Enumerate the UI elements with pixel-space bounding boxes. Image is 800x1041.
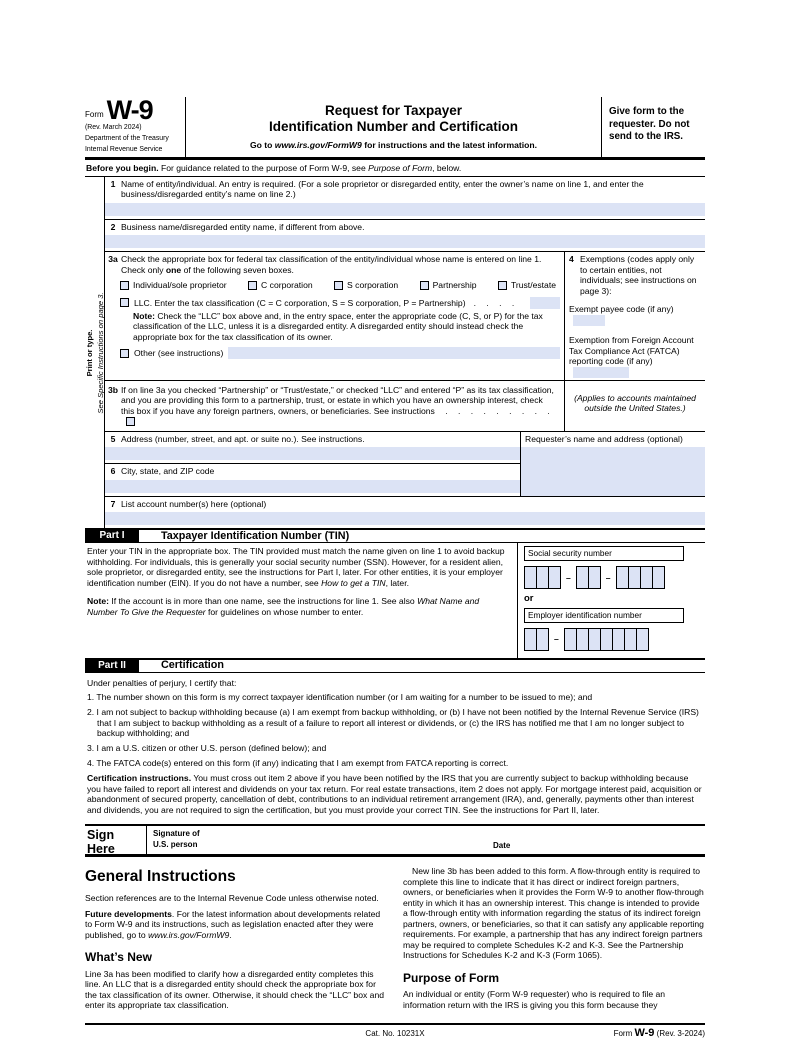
certification-instructions: Certification instructions. You must cross out item 2 above if you have been notified by the IRS that you are currently subject to backup withholding because you have failed to report all interest and dividends on your tax return. For real estate transactions, item 2 does not apply. For mortgage interest paid, acquisition or abandonment of secured property, cancellation of debt, contributions to an individual retirement arrangement (IRA), and, generally, payments other than interest and dividends, you are not required to sign the certification, but you must provide your correct TIN. See the instructions for Part II, later. <box>87 773 702 815</box>
applies-note: (Applies to accounts maintained outside the United States.) <box>574 392 696 414</box>
other-label: Other (see instructions) <box>134 348 224 359</box>
ssn-dash: – <box>566 572 571 583</box>
part1-title: Taxpayer Identification Number (TIN) <box>161 529 350 542</box>
form-department: Department of the Treasury <box>85 134 169 142</box>
line-7-label: List account number(s) here (optional) <box>121 498 267 509</box>
checkbox-s-corporation[interactable] <box>334 281 343 290</box>
name-input[interactable] <box>105 203 705 216</box>
line-5-label: Address (number, street, and apt. or suite no.). See instructions. <box>121 433 365 444</box>
line-3a-cell <box>105 252 565 379</box>
option-llc <box>105 294 564 310</box>
checkbox-trust-estate[interactable] <box>498 281 507 290</box>
address-section <box>105 432 705 497</box>
option-s-corporation <box>334 280 398 290</box>
line-4-number: 4 <box>569 254 574 265</box>
certification-item-3: 3. I am a U.S. citizen or other U.S. person (defined below); and <box>87 743 327 754</box>
line-2-label: Business name/disregarded entity name, if different from above. <box>121 221 365 232</box>
business-name-input[interactable] <box>105 235 705 248</box>
part1-body <box>85 543 705 658</box>
line-3a-number: 3a <box>108 254 118 265</box>
other-input[interactable] <box>228 347 560 359</box>
option-other <box>105 344 564 359</box>
date-field[interactable] <box>493 826 705 854</box>
date-label: Date <box>493 841 511 851</box>
form-header <box>85 97 705 160</box>
ssn-cell[interactable] <box>548 566 561 589</box>
part2-title: Certification <box>161 659 224 672</box>
ssn-boxes <box>524 566 701 589</box>
exempt-payee-code-input[interactable] <box>573 315 605 326</box>
instructions-right-column <box>403 866 704 1015</box>
option-trust-estate <box>498 280 556 290</box>
part1-instructions <box>85 543 518 658</box>
line-4-cell <box>565 252 705 379</box>
general-instructions-title: General Instructions <box>85 868 236 886</box>
line-5-number: 5 <box>110 433 116 444</box>
exempt-payee-label: Exempt payee code (if any) <box>569 304 674 315</box>
checkbox-label: C corporation <box>261 280 313 291</box>
purpose-of-form-title: Purpose of Form <box>403 970 500 985</box>
dot-leader: . . . . <box>473 297 519 308</box>
form-title-block <box>186 97 601 157</box>
checkbox-c-corporation[interactable] <box>248 281 257 290</box>
form-subtitle: Go to www.irs.gov/FormW9 for instructions and the latest information. <box>249 139 538 150</box>
signature-input[interactable] <box>235 826 493 854</box>
ein-cell[interactable] <box>636 628 649 651</box>
requester-label: Requester’s name and address (optional) <box>525 433 683 444</box>
line-3b-label: If on line 3a you checked “Partnership” or “Trust/estate,” or checked “LLC” and entered “P” as its tax classification, and you are providing this form to a partnership, trust, or estate in which you have an ownership interest, check this box if you have any foreign partners, owners, or beneficiaries. See instructions . . . . . . . . . <box>121 385 558 427</box>
exempt-payee-row <box>569 304 701 326</box>
form-agency: Internal Revenue Service <box>85 145 163 153</box>
ssn-cell[interactable] <box>588 566 601 589</box>
before-you-begin: Before you begin. For guidance related to the purpose of Form W-9, see Purpose of Form, below. <box>85 160 705 177</box>
whats-new-title: What’s New <box>85 950 152 965</box>
part2-badge: Part II <box>85 660 139 672</box>
or-label: or <box>524 593 534 605</box>
llc-label: LLC. Enter the tax classification (C = C corporation, S = S corporation, P = Partnership) <box>134 297 466 308</box>
ssn-dash: – <box>605 572 611 583</box>
checkbox-label: S corporation <box>347 280 399 291</box>
side-margin <box>85 177 105 528</box>
part1-header <box>85 528 705 543</box>
general-instructions-section <box>85 866 705 1015</box>
line-2-number: 2 <box>110 221 116 232</box>
line-6-row <box>105 464 520 492</box>
instructions-left-column <box>85 866 386 1015</box>
tin-note: Note: If the account is in more than one name, see the instructions for line 1. See also What Name and Number To Give the Requester for guidelines on whose number to enter. <box>87 596 480 617</box>
purpose-of-form-paragraph: An individual or entity (Form W-9 requester) who is required to file an information return with the IRS is giving you this form because they <box>403 989 666 1010</box>
w9-form <box>85 97 705 1041</box>
tin-entry-area <box>518 543 705 658</box>
ssn-label: Social security number <box>524 546 684 561</box>
checkbox-individual-sole-proprietor[interactable] <box>120 281 129 290</box>
footer-form-id: Form W-9 (Rev. 3-2024) <box>613 1026 705 1039</box>
checkbox-llc[interactable] <box>120 298 129 307</box>
ein-label: Employer identification number <box>524 608 684 623</box>
irs-url-link[interactable]: www.irs.gov/FormW9 <box>148 929 230 940</box>
part2-header <box>85 658 705 673</box>
certification-item-4: 4. The FATCA code(s) entered on this form (if any) indicating that I am exempt from FATCA reporting is correct. <box>87 758 509 769</box>
fatca-code-input[interactable] <box>573 367 629 378</box>
requester-input[interactable] <box>521 447 705 495</box>
ein-boxes <box>524 628 701 651</box>
page-footer <box>85 1023 705 1041</box>
entity-info-section <box>85 177 705 528</box>
city-state-zip-input[interactable] <box>105 480 520 493</box>
checkbox-partnership[interactable] <box>420 281 429 290</box>
line-3b-cell <box>105 381 565 431</box>
line-2-row <box>105 220 705 252</box>
print-or-type-note: Print or type. See Specific Instructions on page 3. <box>84 292 105 414</box>
future-developments-paragraph: Future developments. For the latest information about developments related to Form W-9 and its instructions, such as legislation enacted after they were published, go to www.irs.gov/FormW9. <box>85 908 381 940</box>
signature-of-label: Signature of U.S. person <box>153 829 200 850</box>
form-revision: (Rev. March 2024) <box>85 123 142 131</box>
ein-cell[interactable] <box>536 628 549 651</box>
tin-instructions: Enter your TIN in the appropriate box. The TIN provided must match the name given on line 1 to avoid backup withholding. For individuals, this is generally your social security number (SSN). However, for a resident alien, sole proprietor, or disregarded entity, see the instructions for Part I, later. For other entities, it is your employer identification number (EIN). If you do not have a number, see How to get a TIN, later. <box>87 546 505 588</box>
form-word: Form <box>85 109 104 119</box>
catalog-number: Cat. No. 10231X <box>365 1028 425 1038</box>
whats-new-paragraph: Line 3a has been modified to clarify how a disregarded entity completes this line. An LLC that is a disregarded entity should check the appropriate box for the tax classification of its owner. Otherwise, it should check the “LLC” box and enter its appropriate tax classification. <box>85 968 385 1011</box>
form-id-block <box>85 97 186 157</box>
checkbox-label: Trust/estate <box>510 280 556 291</box>
certification-intro: Under penalties of perjury, I certify that: <box>87 677 237 688</box>
line-7-row <box>105 497 705 528</box>
section-references-paragraph: Section references are to the Internal Revenue Code unless otherwise noted. <box>85 893 379 904</box>
line-3a-and-4-row <box>105 252 705 380</box>
line-4-label: Exemptions (codes apply only to certain entities, not individuals; see instructions on page 3): <box>580 254 697 296</box>
signature-section <box>85 824 705 857</box>
fatca-row <box>569 335 701 378</box>
option-c-corporation <box>248 280 313 290</box>
line-5-row <box>105 432 520 464</box>
ein-dash: – <box>554 634 559 645</box>
line-6-number: 6 <box>110 466 116 477</box>
form-title-line2: Identification Number and Certification <box>268 118 519 134</box>
line-3a-label: Check the appropriate box for federal tax classification of the entity/individual whose name is entered on line 1. Check only one of the following seven boxes. <box>121 254 542 275</box>
line-7-number: 7 <box>110 498 116 509</box>
line-1-number: 1 <box>110 178 116 189</box>
sign-here-label: Sign Here <box>85 826 147 854</box>
part1-badge: Part I <box>85 530 139 542</box>
new-line-3b-paragraph: New line 3b has been added to this form. A flow-through entity is required to complete this line to indicate that it has direct or indirect foreign partners, owners, or beneficiaries when it provides the Form W-9 to another flow-through entity in which it has an ownership interest. This change is intended to provide a flow-through entity with information regarding the status of its indirect foreign partners, owners, or beneficiaries, so that it can satisfy any applicable reporting requirements. For example, a partnership that has any indirect foreign partners may be required to complete Schedules K-2 and K-3. See the Partnership Instructions for Schedules K-2 and K-3 (Form 1065). <box>403 866 704 961</box>
checkbox-label: Partnership <box>432 280 477 291</box>
ssn-cell[interactable] <box>652 566 665 589</box>
requester-cell <box>520 432 705 496</box>
part2-body <box>85 673 705 824</box>
dot-leader: . . . . . . . . . <box>445 405 554 416</box>
form-title-line1: Request for Taxpayer <box>324 103 463 118</box>
certification-item-2: 2. I am not subject to backup withholding because (a) I am exempt from backup withholding, or (b) I have not been notified by the Internal Revenue Service (IRS) that I am subject to backup withholding as a result of a failure to report all interest or dividends, or (c) the IRS has notified me that I am no longer subject to backup withholding; and <box>87 707 699 739</box>
line-3b-row <box>105 381 705 432</box>
fatca-label: Exemption from Foreign Account Tax Compliance Act (FATCA) reporting code (if any) <box>569 335 694 367</box>
llc-note: Note: Check the “LLC” box above and, in the entry space, enter the appropriate code (C, S, or P) for the tax classification of the LLC, unless it is a disregarded entity. A disregarded entity should instead check the appropriate box for the tax classification of its owner. <box>133 310 543 342</box>
account-numbers-input[interactable] <box>105 512 705 525</box>
checkbox-other[interactable] <box>120 349 129 358</box>
line-1-row <box>105 177 705 220</box>
line-6-label: City, state, and ZIP code <box>121 466 215 477</box>
line-1-label: Name of entity/individual. An entry is required. (For a sole proprietor or disregarded entity, enter the owner’s name on line 1, and enter the business/disregarded entity’s name on line 2.) <box>121 178 644 200</box>
address-input[interactable] <box>105 447 520 460</box>
option-individual <box>120 280 227 290</box>
certification-item-1: 1. The number shown on this form is my correct taxpayer identification number (or I am waiting for a number to be issued to me); and <box>87 692 593 703</box>
llc-classification-input[interactable] <box>530 297 560 309</box>
give-form-note: Give form to the requester. Do not send to the IRS. <box>601 97 705 157</box>
form-number: W-9 <box>106 95 153 125</box>
tax-classification-options <box>105 276 564 293</box>
irs-url-link[interactable]: www.irs.gov/FormW9 <box>274 139 362 150</box>
line-3b-number: 3b <box>107 384 119 395</box>
option-partnership <box>420 280 477 290</box>
checkbox-foreign-partners[interactable] <box>126 417 135 426</box>
checkbox-label: Individual/sole proprietor <box>133 280 227 291</box>
